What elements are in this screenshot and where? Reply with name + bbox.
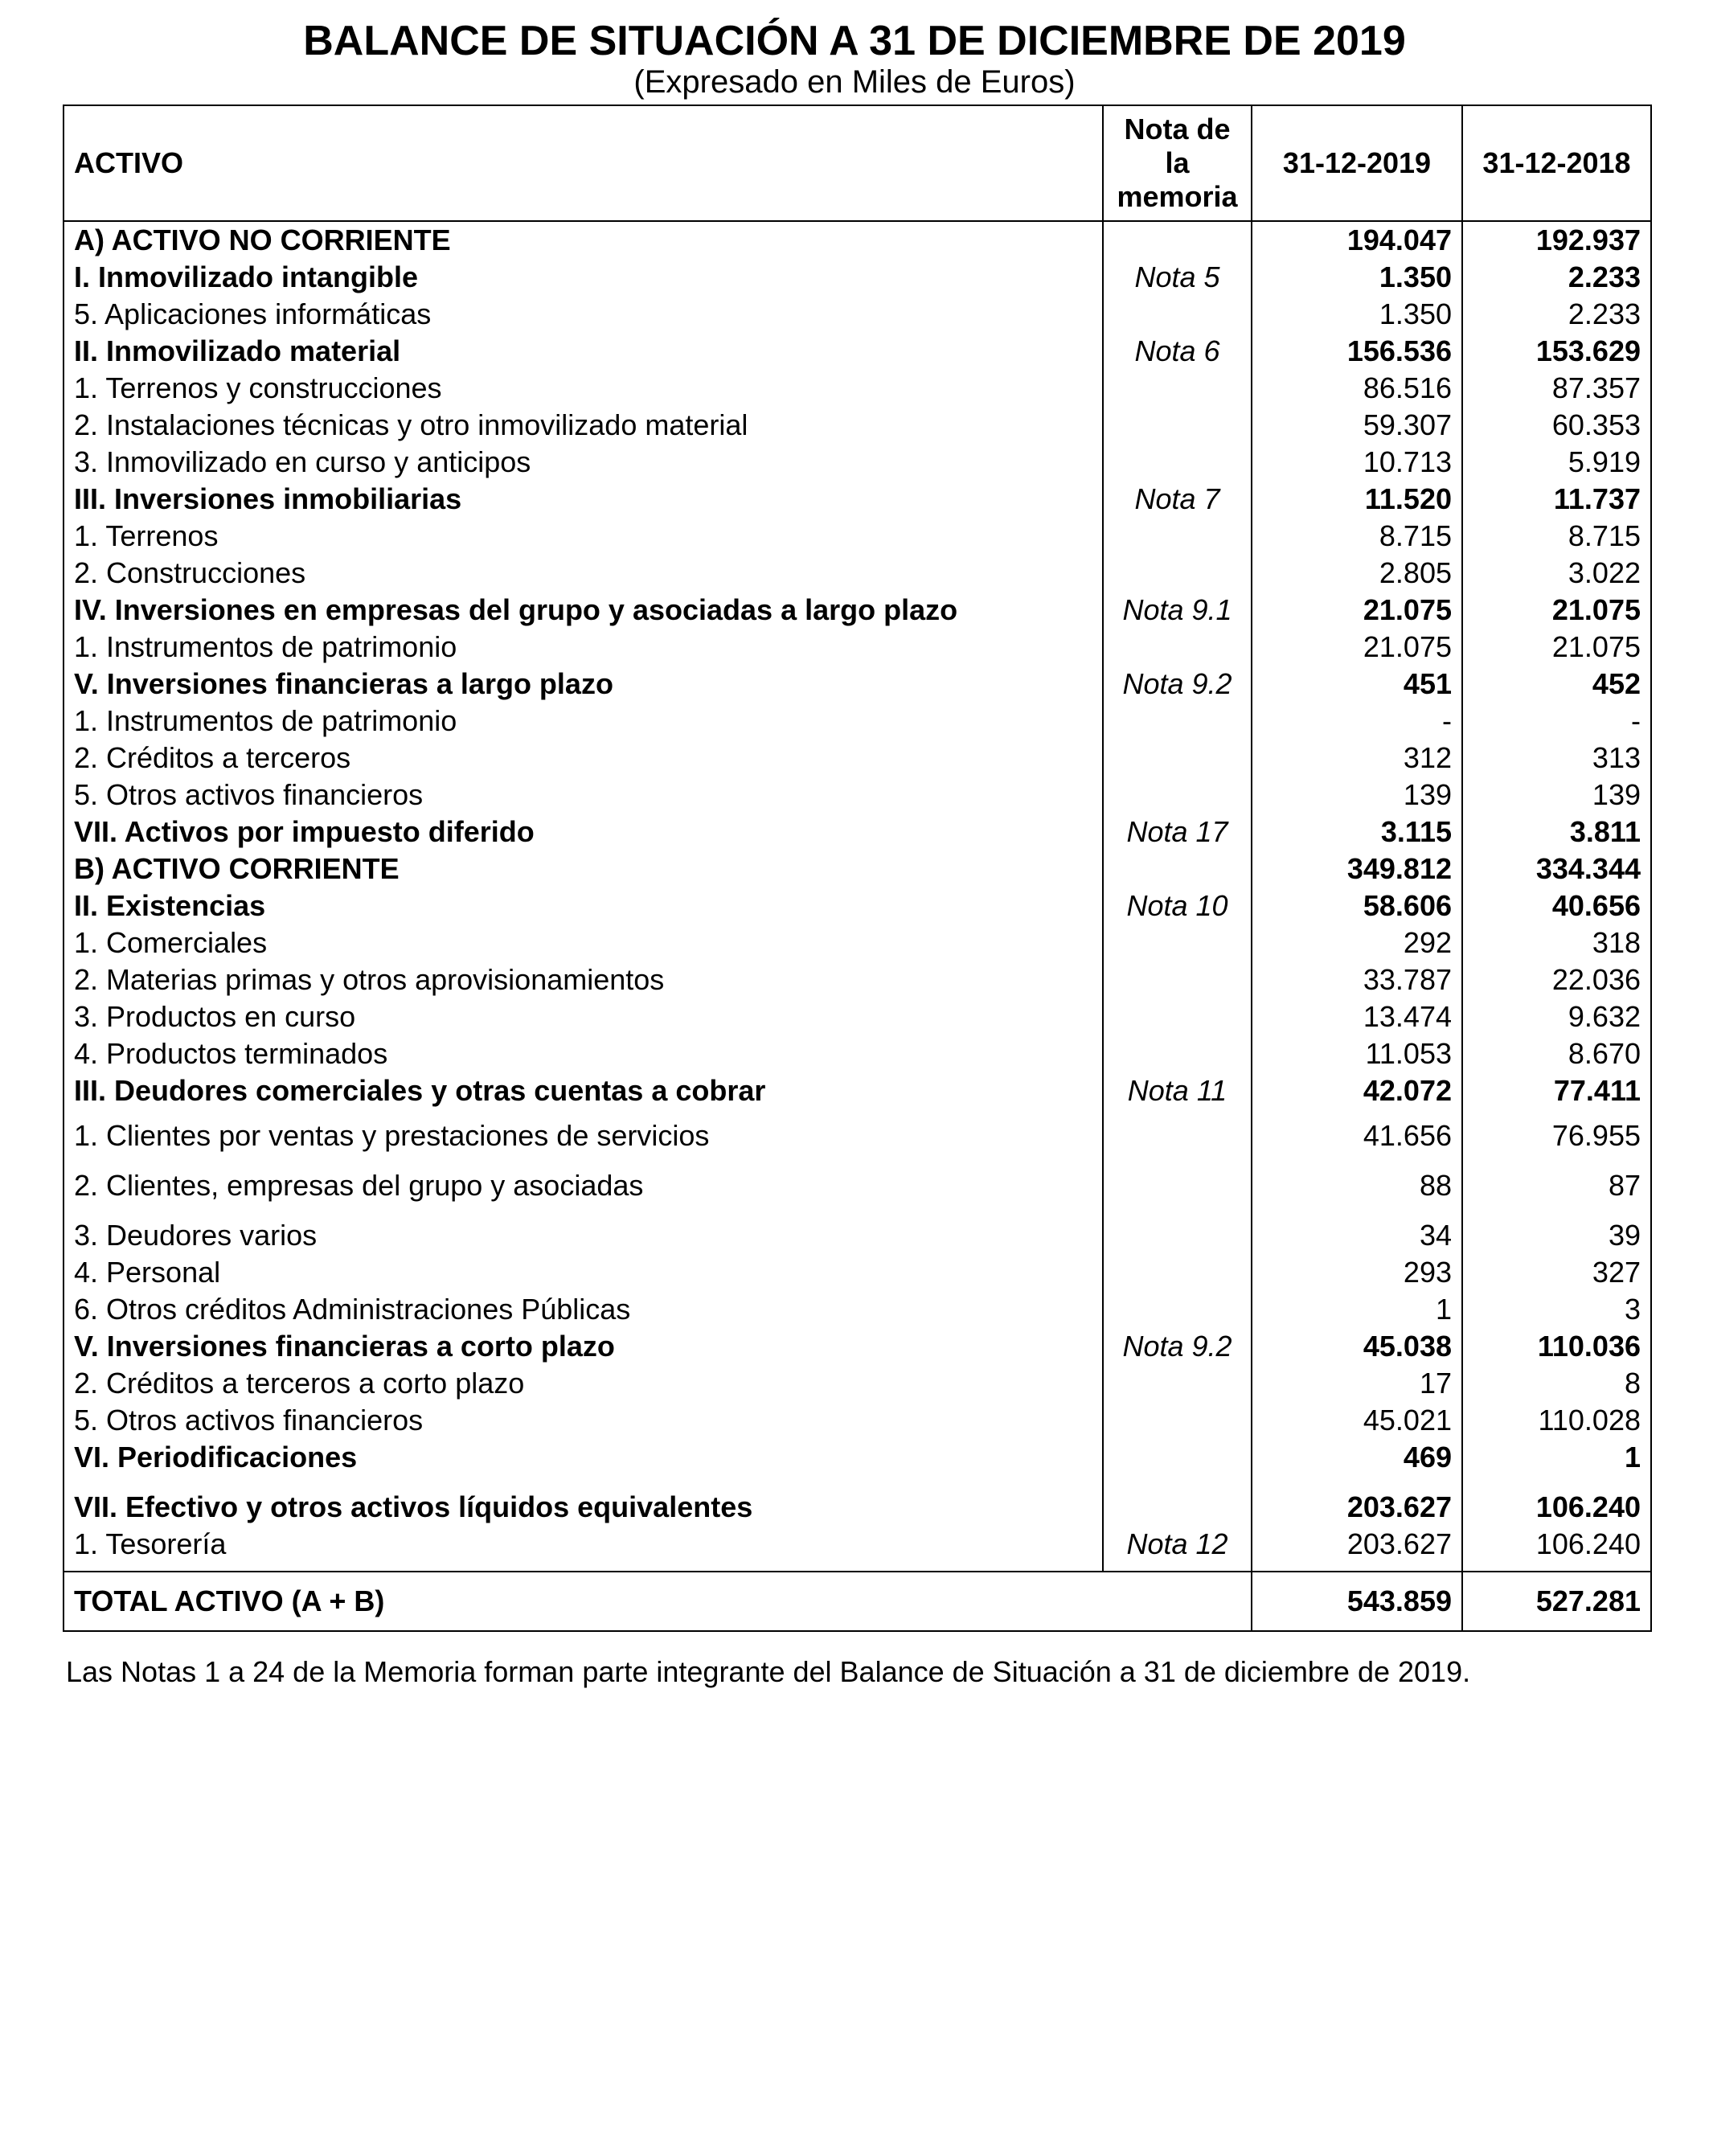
table-row [64,444,1651,481]
row-value-2018: 1 [1462,1439,1651,1476]
row-value-2018: 87 [1462,1154,1651,1204]
table-row [64,518,1651,555]
row-concept: 2. Créditos a terceros [64,740,1103,777]
row-value-2019: 21.075 [1252,592,1462,629]
table-row [64,1109,1651,1154]
total-2019: 543.859 [1252,1572,1462,1631]
row-value-2019: 293 [1252,1254,1462,1291]
table-row [64,1365,1651,1402]
header-concept: ACTIVO [64,105,1103,221]
row-value-2019: 41.656 [1252,1109,1462,1154]
row-note [1103,629,1252,666]
table-row [64,666,1651,703]
row-concept: B) ACTIVO CORRIENTE [64,851,1103,887]
row-concept: 2. Créditos a terceros a corto plazo [64,1365,1103,1402]
row-value-2019: 194.047 [1252,221,1462,259]
row-value-2018: 313 [1462,740,1651,777]
row-note [1103,777,1252,814]
table-header-row [64,105,1651,221]
row-note: Nota 10 [1103,887,1252,924]
row-value-2019: 86.516 [1252,370,1462,407]
row-value-2019: 11.520 [1252,481,1462,518]
row-concept: 2. Materias primas y otros aprovisionamientos [64,961,1103,998]
page-subtitle: (Expresado en Miles de Euros) [633,64,1076,100]
header-2019: 31-12-2019 [1252,105,1462,221]
row-note [1103,1109,1252,1154]
table-row [64,481,1651,518]
row-value-2019: 45.021 [1252,1402,1462,1439]
row-concept: 1. Instrumentos de patrimonio [64,629,1103,666]
row-value-2018: 39 [1462,1204,1651,1254]
row-value-2018: 21.075 [1462,629,1651,666]
table-row [64,370,1651,407]
row-value-2019: 34 [1252,1204,1462,1254]
row-note [1103,221,1252,259]
total-label: TOTAL ACTIVO (A + B) [64,1572,1252,1631]
page-title: BALANCE DE SITUACIÓN A 31 DE DICIEMBRE DE 2019 [303,18,1406,64]
row-value-2019: 1.350 [1252,259,1462,296]
row-value-2018: 327 [1462,1254,1651,1291]
row-value-2018: 110.028 [1462,1402,1651,1439]
row-note [1103,703,1252,740]
total-2018: 527.281 [1462,1572,1651,1631]
row-value-2019: 88 [1252,1154,1462,1204]
table-row [64,221,1651,259]
row-concept: I. Inmovilizado intangible [64,259,1103,296]
row-concept: II. Existencias [64,887,1103,924]
header-note: Nota de la memoria [1103,105,1252,221]
table-row [64,814,1651,851]
footnote: Las Notas 1 a 24 de la Memoria forman parte integrante del Balance de Situación a 31 de diciembre de 2019. [66,1655,1471,1688]
row-value-2019: 8.715 [1252,518,1462,555]
row-concept: 2. Construcciones [64,555,1103,592]
row-note [1103,961,1252,998]
row-value-2018: 22.036 [1462,961,1651,998]
table-row [64,1328,1651,1365]
row-value-2018: 8.670 [1462,1035,1651,1072]
row-value-2019: 203.627 [1252,1526,1462,1572]
row-note [1103,1439,1252,1476]
row-value-2018: 318 [1462,924,1651,961]
row-value-2019: 203.627 [1252,1476,1462,1526]
row-value-2018: 3 [1462,1291,1651,1328]
row-concept: 3. Deudores varios [64,1204,1103,1254]
row-value-2018: 77.411 [1462,1072,1651,1109]
row-note: Nota 9.2 [1103,666,1252,703]
table-row [64,1204,1651,1254]
row-concept: 5. Aplicaciones informáticas [64,296,1103,333]
row-value-2019: 292 [1252,924,1462,961]
row-concept: VII. Efectivo y otros activos líquidos equivalentes [64,1476,1103,1526]
row-value-2018: 192.937 [1462,221,1651,259]
row-value-2019: 1.350 [1252,296,1462,333]
row-value-2018: 11.737 [1462,481,1651,518]
row-value-2019: 451 [1252,666,1462,703]
table-row [64,777,1651,814]
row-note: Nota 17 [1103,814,1252,851]
row-concept: 4. Personal [64,1254,1103,1291]
table-row [64,740,1651,777]
table-row [64,407,1651,444]
table-row [64,1402,1651,1439]
table-row [64,259,1651,296]
row-note [1103,1291,1252,1328]
row-note [1103,1254,1252,1291]
table-row [64,703,1651,740]
row-value-2018: 8.715 [1462,518,1651,555]
table-row [64,333,1651,370]
row-value-2019: 33.787 [1252,961,1462,998]
row-concept: VII. Activos por impuesto diferido [64,814,1103,851]
row-concept: 6. Otros créditos Administraciones Públicas [64,1291,1103,1328]
row-concept: V. Inversiones financieras a largo plazo [64,666,1103,703]
row-note [1103,998,1252,1035]
row-value-2019: 58.606 [1252,887,1462,924]
row-value-2018: 106.240 [1462,1526,1651,1572]
table-row [64,887,1651,924]
row-concept: 1. Comerciales [64,924,1103,961]
row-concept: 2. Instalaciones técnicas y otro inmovilizado material [64,407,1103,444]
row-note [1103,851,1252,887]
row-concept: 1. Instrumentos de patrimonio [64,703,1103,740]
row-value-2018: 5.919 [1462,444,1651,481]
table-body [64,221,1651,1572]
row-value-2019: 156.536 [1252,333,1462,370]
row-value-2018: 334.344 [1462,851,1651,887]
row-value-2019: 21.075 [1252,629,1462,666]
row-value-2019: 13.474 [1252,998,1462,1035]
table-row [64,1254,1651,1291]
row-note: Nota 12 [1103,1526,1252,1572]
row-concept: III. Inversiones inmobiliarias [64,481,1103,518]
total-row [64,1572,1651,1631]
row-value-2019: 1 [1252,1291,1462,1328]
row-value-2018: 110.036 [1462,1328,1651,1365]
row-concept: III. Deudores comerciales y otras cuentas a cobrar [64,1072,1103,1109]
row-concept: IV. Inversiones en empresas del grupo y asociadas a largo plazo [64,592,1103,629]
table-row [64,1072,1651,1109]
row-note [1103,555,1252,592]
row-value-2018: 40.656 [1462,887,1651,924]
row-value-2018: 139 [1462,777,1651,814]
row-concept: 1. Terrenos [64,518,1103,555]
row-value-2018: 3.811 [1462,814,1651,851]
row-note: Nota 9.2 [1103,1328,1252,1365]
row-note [1103,444,1252,481]
row-note [1103,924,1252,961]
table-row [64,296,1651,333]
row-value-2018: 21.075 [1462,592,1651,629]
row-value-2018: 2.233 [1462,296,1651,333]
row-value-2019: 3.115 [1252,814,1462,851]
row-note [1103,1154,1252,1204]
row-value-2019: - [1252,703,1462,740]
table-row [64,592,1651,629]
row-value-2018: 9.632 [1462,998,1651,1035]
row-value-2018: 87.357 [1462,370,1651,407]
row-value-2019: 349.812 [1252,851,1462,887]
row-note [1103,296,1252,333]
table-row [64,1291,1651,1328]
row-concept: 5. Otros activos financieros [64,777,1103,814]
row-concept: II. Inmovilizado material [64,333,1103,370]
table-row [64,1439,1651,1476]
row-note [1103,1476,1252,1526]
row-concept: 1. Clientes por ventas y prestaciones de servicios [64,1109,1103,1154]
row-value-2018: 60.353 [1462,407,1651,444]
row-value-2018: 76.955 [1462,1109,1651,1154]
row-value-2018: 3.022 [1462,555,1651,592]
row-note: Nota 7 [1103,481,1252,518]
row-value-2019: 312 [1252,740,1462,777]
table-row [64,998,1651,1035]
row-concept: 3. Productos en curso [64,998,1103,1035]
row-note [1103,1365,1252,1402]
row-note [1103,407,1252,444]
row-value-2019: 139 [1252,777,1462,814]
row-value-2019: 469 [1252,1439,1462,1476]
row-note [1103,370,1252,407]
row-concept: 5. Otros activos financieros [64,1402,1103,1439]
row-value-2019: 59.307 [1252,407,1462,444]
row-concept: 1. Terrenos y construcciones [64,370,1103,407]
row-value-2018: 153.629 [1462,333,1651,370]
row-value-2018: 452 [1462,666,1651,703]
row-value-2018: 8 [1462,1365,1651,1402]
row-concept: 3. Inmovilizado en curso y anticipos [64,444,1103,481]
row-value-2019: 42.072 [1252,1072,1462,1109]
row-value-2019: 10.713 [1252,444,1462,481]
row-value-2019: 17 [1252,1365,1462,1402]
row-value-2018: 106.240 [1462,1476,1651,1526]
table-row [64,1154,1651,1204]
row-value-2019: 11.053 [1252,1035,1462,1072]
row-note: Nota 5 [1103,259,1252,296]
table-row [64,555,1651,592]
table-row [64,629,1651,666]
row-value-2019: 45.038 [1252,1328,1462,1365]
table-row [64,1035,1651,1072]
row-value-2018: - [1462,703,1651,740]
row-note [1103,1204,1252,1254]
table-row [64,924,1651,961]
row-value-2018: 2.233 [1462,259,1651,296]
balance-table [63,105,1652,1632]
table-row [64,1526,1651,1572]
row-note: Nota 11 [1103,1072,1252,1109]
row-concept: 2. Clientes, empresas del grupo y asociadas [64,1154,1103,1204]
header-2018: 31-12-2018 [1462,105,1651,221]
table-row [64,851,1651,887]
row-concept: A) ACTIVO NO CORRIENTE [64,221,1103,259]
row-note [1103,518,1252,555]
table-row [64,961,1651,998]
row-note [1103,1402,1252,1439]
row-concept: VI. Periodificaciones [64,1439,1103,1476]
row-note [1103,740,1252,777]
row-concept: 4. Productos terminados [64,1035,1103,1072]
row-note [1103,1035,1252,1072]
table-row [64,1476,1651,1526]
row-note: Nota 9.1 [1103,592,1252,629]
balance-sheet [63,105,1650,1632]
row-note: Nota 6 [1103,333,1252,370]
row-value-2019: 2.805 [1252,555,1462,592]
row-concept: 1. Tesorería [64,1526,1103,1572]
row-concept: V. Inversiones financieras a corto plazo [64,1328,1103,1365]
